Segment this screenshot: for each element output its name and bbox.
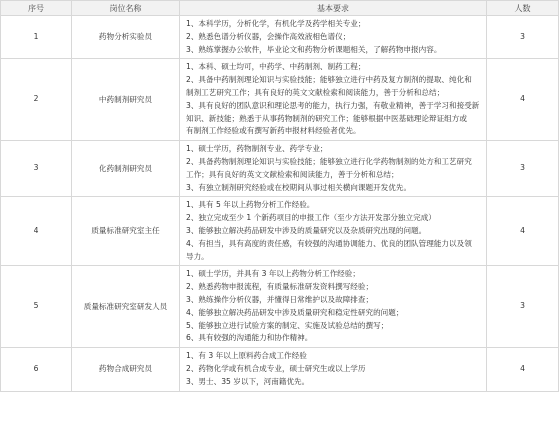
requirement-line: 3、男士、35 岁以下，河南籍优先。 — [186, 376, 310, 386]
position-name: 质量标准研究室研发人员 — [83, 301, 168, 311]
row-position — [72, 266, 180, 348]
requirement-line: 1、硕士学历，并具有 3 年以上药物分析工作经验； — [186, 269, 360, 279]
requirement-line: 6、具有较强的沟通能力和协作精神。 — [186, 333, 313, 343]
requirement-line: 3、有独立制剂研究经验或在校期间从事过相关横向课题开发优先。 — [186, 182, 412, 192]
row-count: 3 — [487, 16, 559, 59]
requirement-line: 1、本科学历，分析化学，有机化学及药学相关专业； — [186, 19, 366, 28]
row-count: 4 — [487, 348, 559, 391]
requirement-line: 3、熟练操作分析仪器，并懂得日常维护以及故障排查； — [186, 294, 374, 304]
row-count: 3 — [487, 141, 559, 197]
table-header-row — [1, 1, 559, 16]
row-requirements — [180, 266, 487, 348]
requirement-line: 4、有担当，具有高度的责任感，有较强的沟通协调能力、优良的团队管理能力以及领 — [186, 238, 472, 248]
table-row — [1, 348, 559, 391]
position-name: 药物分析实验员 — [98, 32, 153, 42]
requirement-line: 2、具备药物制剂理论知识与实验技能；能够独立进行化学药物制剂的处方和工艺研究 — [186, 156, 472, 166]
position-name: 质量标准研究室主任 — [91, 226, 160, 236]
header-requirements: 基本要求 — [180, 1, 487, 16]
position-name: 化药制剂研究员 — [98, 163, 153, 173]
row-index: 2 — [1, 59, 72, 141]
requirement-line: 4、能够独立解决药品研发中涉及质量研究和稳定性研究的问题； — [186, 307, 404, 317]
header-position: 岗位名称 — [72, 1, 180, 16]
table-row — [1, 59, 559, 141]
row-position — [72, 141, 180, 197]
row-position — [72, 16, 180, 59]
row-requirements — [180, 59, 487, 141]
header-count: 人数 — [487, 1, 559, 16]
requirement-line: 1、本科、硕士均可，中药学、中药制剂、制药工程； — [186, 62, 366, 72]
row-count: 4 — [487, 197, 559, 266]
position-name: 中药制剂研究员 — [98, 94, 153, 104]
row-index: 4 — [1, 197, 72, 266]
requirement-line: 工作；具有良好的英文文献检索和阅读能力，善于分析和总结； — [186, 169, 399, 179]
requirement-line: 1、硕士学历，药物制剂专业、药学专业； — [186, 144, 328, 154]
requirement-line: 5、能够独立进行试验方案的制定、实施及试验总结的撰写； — [186, 320, 389, 330]
table-row — [1, 16, 559, 59]
row-index: 3 — [1, 141, 72, 197]
row-requirements — [180, 348, 487, 391]
row-requirements — [180, 141, 487, 197]
row-position — [72, 59, 180, 141]
requirement-line: 2、熟悉药物申报流程，有质量标准研发资料撰写经验； — [186, 282, 374, 292]
requirement-line: 有制剂工作经验或有撰写新药申报材料经验者优先。 — [186, 126, 361, 136]
row-requirements — [180, 197, 487, 266]
requirement-line: 1、具有 5 年以上药物分析工作经验。 — [186, 200, 315, 210]
row-position — [72, 348, 180, 391]
table-row — [1, 197, 559, 266]
row-index: 1 — [1, 16, 72, 59]
requirement-line: 制剂工艺研究工作；具有良好的英文文献检索和阅读能力，善于分析和总结； — [186, 87, 445, 97]
row-count: 3 — [487, 266, 559, 348]
requirement-line: 3、熟练掌握办公软件，毕业论文和药物分析课题相关，了解药物申报内容。 — [186, 44, 442, 54]
requirement-line: 1、有 3 年以上原料药合成工作经验 — [186, 351, 307, 361]
requirement-line: 3、能够独立解决药品研发中涉及的质量研究以及杂质研究出现的问题。 — [186, 225, 427, 235]
row-index: 5 — [1, 266, 72, 348]
requirement-line: 导力。 — [186, 251, 209, 261]
requirement-line: 2、独立完成至少 1 个新药项目的申报工作（至少方法开发部分独立完成） — [186, 213, 436, 223]
requirement-line: 2、具备中药制剂理论知识与实验技能；能够独立进行中药及复方制剂的提取、纯化和 — [186, 75, 472, 85]
table-row — [1, 266, 559, 348]
row-count: 4 — [487, 59, 559, 141]
table-row — [1, 141, 559, 197]
row-position — [72, 197, 180, 266]
requirement-line: 2、熟悉色谱分析仪器，会操作高效液相色谱仪； — [186, 31, 351, 41]
row-index: 6 — [1, 348, 72, 391]
requirement-line: 知识、新技能；熟悉于从事药物制剂的研究工作；能够根据中医基础理论辩证组方或 — [186, 113, 467, 123]
row-requirements — [180, 16, 487, 59]
position-name: 药物合成研究员 — [98, 364, 153, 374]
header-index: 序号 — [1, 1, 72, 16]
requirement-line: 3、具有良好的团队意识和理论思考的能力，执行力强，有敬业精神，善于学习和接受新 — [186, 100, 480, 110]
requirement-line: 2、药物化学或有机合成专业，硕士研究生或以上学历 — [186, 363, 366, 373]
